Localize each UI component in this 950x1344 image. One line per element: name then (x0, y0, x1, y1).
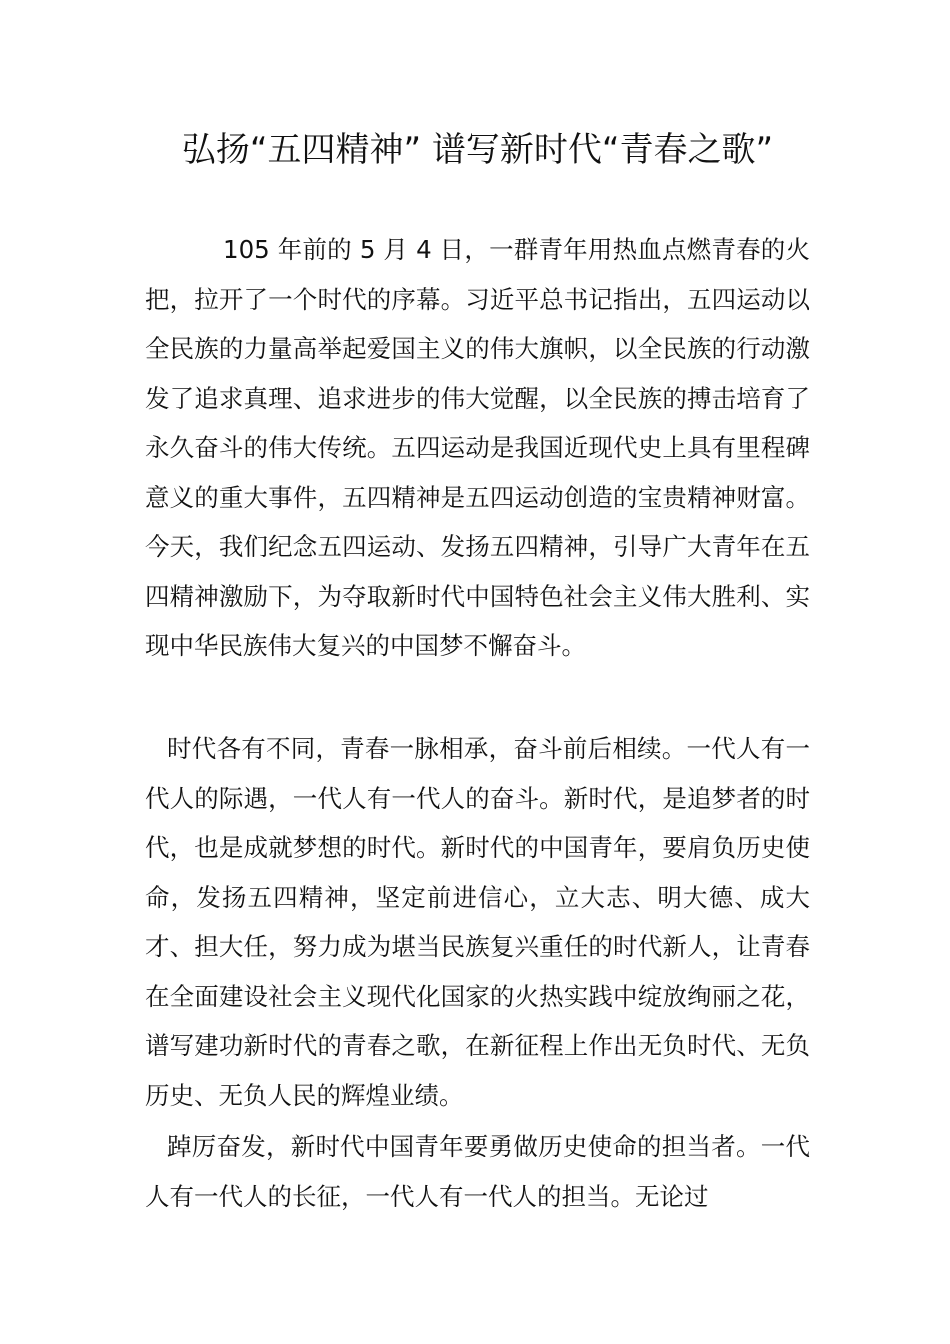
document-title: 弘扬“五四精神” 谱写新时代“青春之歌” (181, 130, 774, 170)
paragraph-3: 踔厉奋发，新时代中国青年要勇做历史使命的担当者。一代人有一代人的长征，一代人有一代人的担当。无论过 (145, 1132, 810, 1211)
paragraph-1: 105 年前的 5 月 4 日，一群青年用热血点燃青春的火把，拉开了一个时代的序幕。习近平总书记指出，五四运动以全民族的力量高举起爱国主义的伟大旗帜，以全民族的行动激发了追求真理、追求进步的伟大觉醒，以全民族的搏击培育了永久奋斗的伟大传统。五四运动是我国近现代史上具有里程碑意义的重大事件，五四精神是五四运动创造的宝贵精神财富。今天，我们纪念五四运动、发扬五四精神，引导广大青年在五四精神激励下，为夺取新时代中国特色社会主义伟大胜利、实现中华民族伟大复兴的中国梦不懈奋斗。 (145, 235, 810, 660)
paragraph-2: 时代各有不同，青春一脉相承，奋斗前后相续。一代人有一代人的际遇，一代人有一代人的奋斗。新时代，是追梦者的时代，也是成就梦想的时代。新时代的中国青年，要肩负历史使命，发扬五四精神，坚定前进信心，立大志、明大德、成大才、担大任，努力成为堪当民族复兴重任的时代新人，让青春在全面建设社会主义现代化国家的火热实践中绽放绚丽之花，谱写建功新时代的青春之歌，在新征程上作出无负时代、无负历史、无负人民的辉煌业绩。 (145, 734, 810, 1110)
